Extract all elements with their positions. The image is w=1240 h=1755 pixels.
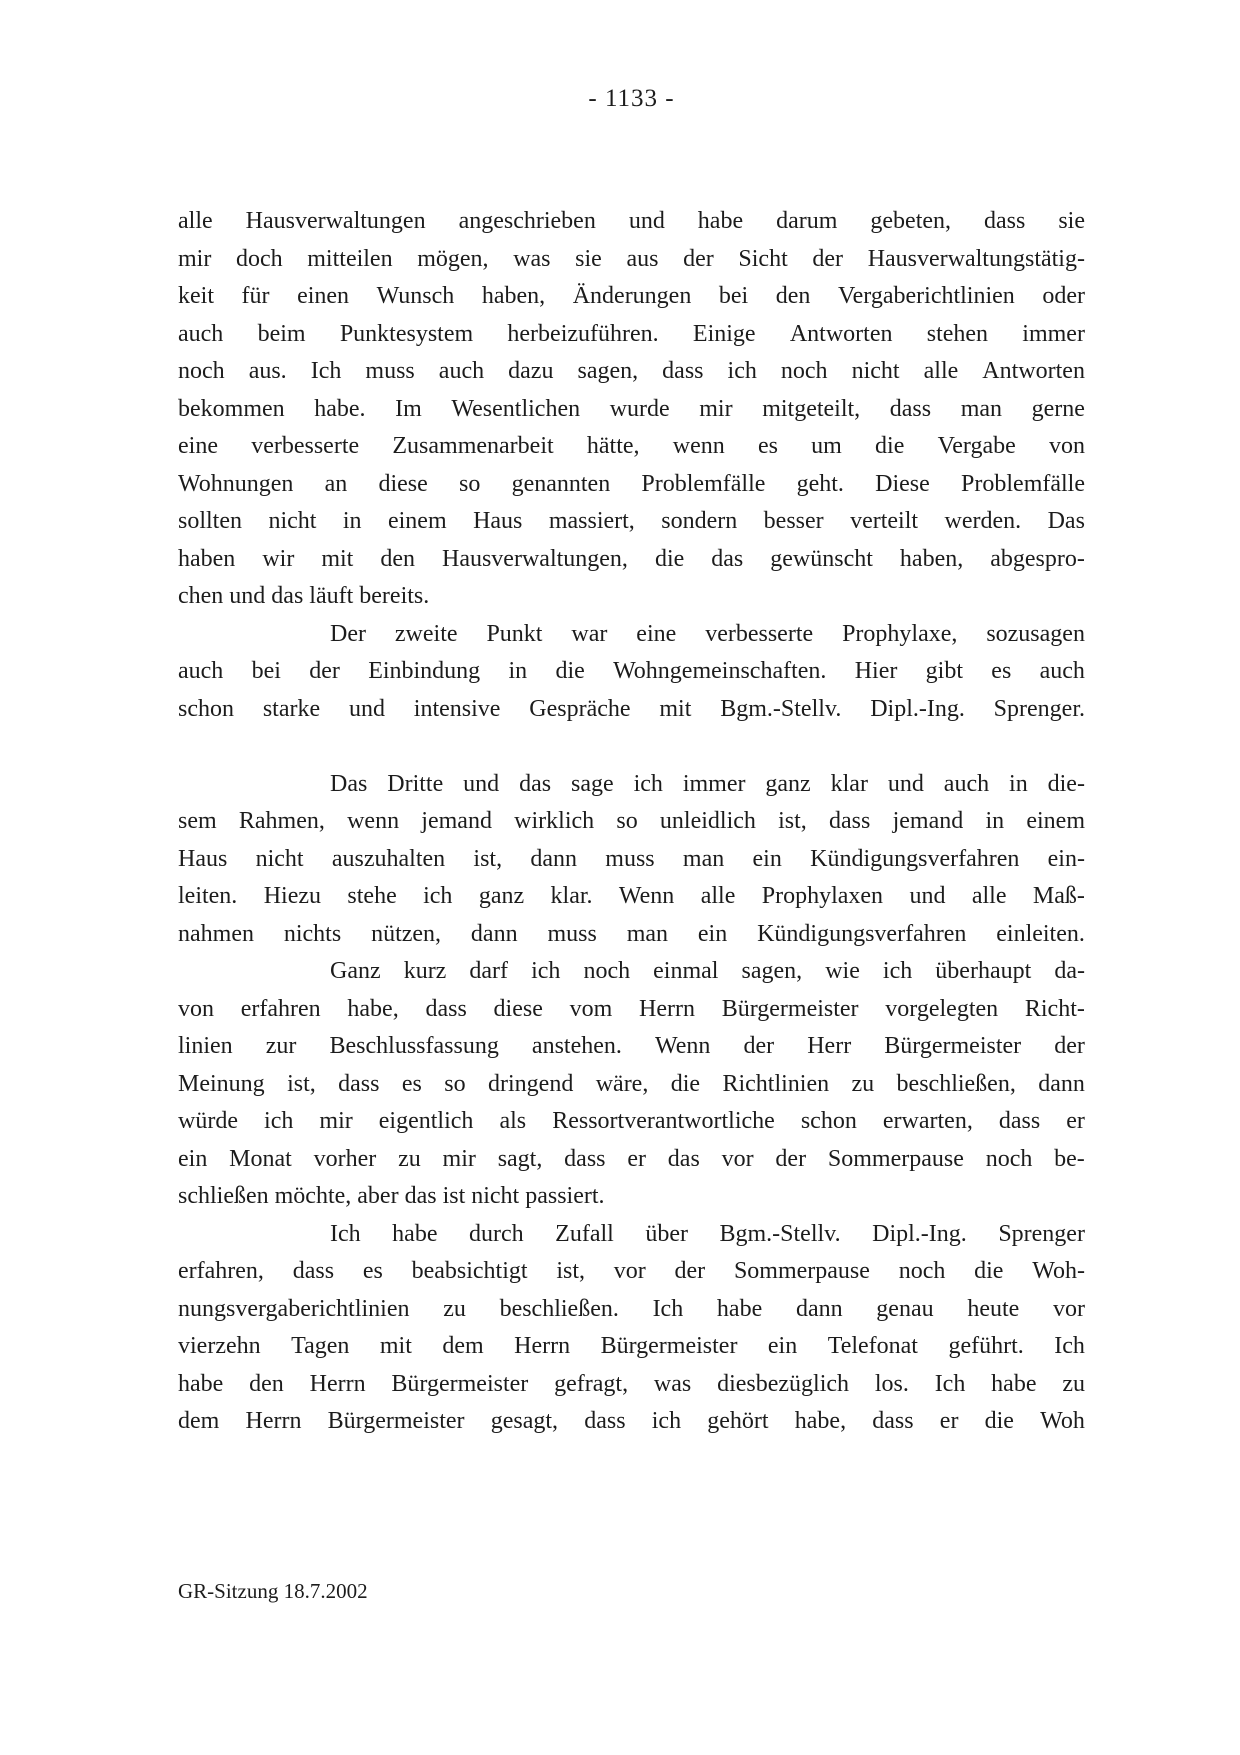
text-line: bekommen habe. Im Wesentlichen wurde mir mitgeteilt, dass man gerne — [178, 395, 1085, 422]
text-line: Wohnungen an diese so genannten Problemfälle geht. Diese Problemfälle — [178, 470, 1085, 497]
text-line: chen und das läuft bereits. — [178, 583, 430, 609]
text-line: sem Rahmen, wenn jemand wirklich so unleidlich ist, dass jemand in einem — [178, 808, 1085, 834]
text-line: Haus nicht auszuhalten ist, dann muss man ein Kündigungsverfahren ein- — [178, 845, 1085, 872]
text-line: Das Dritte und das sage ich immer ganz klar und auch in die- — [330, 770, 1085, 797]
text-line: schließen möchte, aber das ist nicht passiert. — [178, 1183, 605, 1209]
text-line: alle Hausverwaltungen angeschrieben und habe darum gebeten, dass sie — [178, 208, 1085, 234]
text-line: Ganz kurz darf ich noch einmal sagen, wie ich überhaupt da- — [330, 958, 1085, 984]
text-line: ein Monat vorher zu mir sagt, dass er das vor der Sommerpause noch be- — [178, 1145, 1085, 1172]
text-line: Ich habe durch Zufall über Bgm.-Stellv. Dipl.-Ing. Sprenger — [330, 1220, 1085, 1247]
page-number: - 1133 - — [588, 85, 675, 112]
text-line: noch aus. Ich muss auch dazu sagen, dass ich noch nicht alle Antworten — [178, 358, 1085, 384]
text-line: schon starke und intensive Gespräche mit Bgm.-Stellv. Dipl.-Ing. Sprenger. — [178, 695, 1085, 722]
footer-session-label: GR-Sitzung 18.7.2002 — [178, 1579, 368, 1603]
text-line: haben wir mit den Hausverwaltungen, die das gewünscht haben, abgespro- — [178, 545, 1085, 572]
text-line: auch bei der Einbindung in die Wohngemeinschaften. Hier gibt es auch — [178, 658, 1085, 684]
text-line: auch beim Punktesystem herbeizuführen. Einige Antworten stehen immer — [178, 320, 1085, 347]
text-line: sollten nicht in einem Haus massiert, sondern besser verteilt werden. Das — [178, 508, 1085, 534]
text-line: Meinung ist, dass es so dringend wäre, die Richtlinien zu beschließen, dann — [178, 1070, 1085, 1097]
text-line: keit für einen Wunsch haben, Änderungen bei den Vergaberichtlinien oder — [178, 283, 1085, 309]
text-line: nahmen nichts nützen, dann muss man ein Kündigungsverfahren einleiten. — [178, 920, 1085, 947]
text-line: linien zur Beschlussfassung anstehen. Wenn der Herr Bürgermeister der — [178, 1033, 1085, 1059]
text-line: erfahren, dass es beabsichtigt ist, vor der Sommerpause noch die Woh- — [178, 1258, 1085, 1284]
text-line: leiten. Hiezu stehe ich ganz klar. Wenn alle Prophylaxen und alle Maß- — [178, 883, 1085, 909]
text-line: würde ich mir eigentlich als Ressortverantwortliche schon erwarten, dass er — [178, 1108, 1085, 1134]
text-line: Der zweite Punkt war eine verbesserte Prophylaxe, sozusagen — [330, 620, 1085, 647]
body-text — [178, 203, 1085, 1441]
text-line: dem Herrn Bürgermeister gesagt, dass ich gehört habe, dass er die Woh — [178, 1408, 1085, 1434]
text-line: mir doch mitteilen mögen, was sie aus der Sicht der Hausverwaltungstätig- — [178, 245, 1085, 272]
text-line: eine verbesserte Zusammenarbeit hätte, wenn es um die Vergabe von — [178, 433, 1085, 459]
text-line: vierzehn Tagen mit dem Herrn Bürgermeister ein Telefonat geführt. Ich — [178, 1333, 1085, 1359]
text-line: nungsvergaberichtlinien zu beschließen. Ich habe dann genau heute vor — [178, 1295, 1085, 1322]
text-line: von erfahren habe, dass diese vom Herrn Bürgermeister vorgelegten Richt- — [178, 995, 1085, 1022]
text-line: habe den Herrn Bürgermeister gefragt, was diesbezüglich los. Ich habe zu — [178, 1370, 1085, 1397]
